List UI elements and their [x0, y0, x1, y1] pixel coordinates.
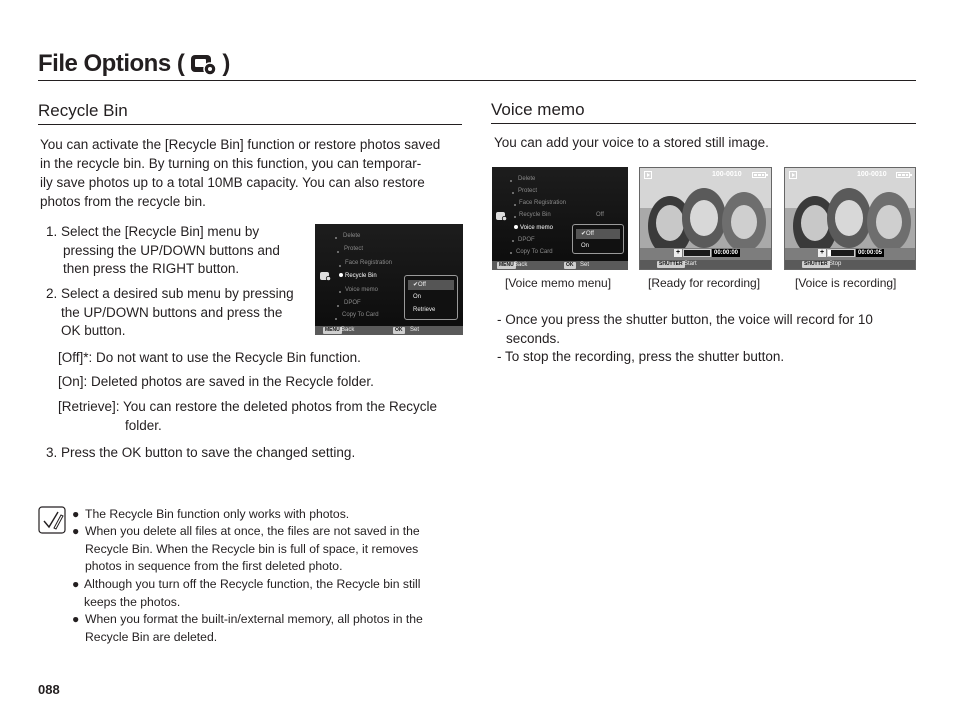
- back-label: Back: [341, 327, 355, 333]
- menu-item-voice-memo: Voice memo: [345, 287, 379, 293]
- menu-item-recycle-bin: Recycle Bin: [339, 273, 377, 279]
- bullet-icon: ●: [72, 612, 80, 626]
- play-mode-icon: [644, 171, 652, 179]
- shutter-key-icon: SHUTTER: [804, 261, 828, 267]
- voice-memo-divider: [491, 123, 916, 124]
- recycle-bin-intro: You can activate the [Recycle Bin] function or restore photos saved in the recycle bin. By turning on this function, you can temporar- ily save photos up to a total 10MB capacity. You can also restore photos from the recycle bin.: [40, 137, 441, 209]
- recycle-bin-value: Off: [596, 212, 604, 218]
- start-label: Start: [684, 261, 697, 267]
- page-title-close: ): [222, 50, 230, 77]
- file-number: 100-0010: [712, 171, 742, 178]
- menu-key-icon: MENU: [499, 262, 514, 268]
- screen-bottom-bar: [785, 260, 915, 269]
- note-4: When you format the built-in/external memory, all photos in the Recycle Bin are deleted.: [85, 612, 423, 644]
- screen-bottom-bar: [315, 326, 463, 335]
- note-2: When you delete all files at once, the files are not saved in the Recycle Bin. When the Recycle bin is full of space, it removes photos in sequence from the first deleted photo.: [85, 524, 420, 573]
- menu-item-copy-to-card: Copy To Card: [516, 249, 553, 255]
- file-number: 100-0010: [857, 171, 887, 178]
- stop-label: Stop: [829, 261, 842, 267]
- voice-memo-heading: Voice memo: [491, 100, 585, 119]
- menu-item-protect: Protect: [344, 246, 364, 252]
- microphone-icon: +: [675, 249, 681, 256]
- recording-time: 00:00:05: [858, 250, 883, 256]
- voice-memo-intro: You can add your voice to a stored still image.: [494, 135, 769, 150]
- submenu-option-retrieve: Retrieve: [413, 307, 436, 313]
- voice-note-2: - To stop the recording, press the shutter button.: [497, 349, 785, 364]
- file-options-menu-icon: [496, 212, 507, 221]
- menu-item-dpof: DPOF: [518, 237, 535, 243]
- page-title: [38, 50, 230, 78]
- selected-dot-icon: [339, 273, 343, 277]
- submenu-option-on: On: [413, 294, 422, 300]
- menu-item-dpof: DPOF: [344, 300, 361, 306]
- bullet-icon: ●: [72, 507, 80, 521]
- ready-for-recording-screen: [639, 167, 772, 270]
- submenu-option-off: ✔Off: [408, 280, 454, 290]
- recording-time: 00:00:00: [714, 250, 739, 256]
- screen-bottom-bar: [492, 261, 628, 270]
- menu-key-icon: MENU: [325, 327, 340, 333]
- file-options-menu-icon: [320, 272, 331, 281]
- menu-item-copy-to-card: Copy To Card: [342, 312, 379, 318]
- step-2: 2. Select a desired sub menu by pressing the UP/DOWN buttons and press the OK button.: [46, 286, 294, 338]
- menu-item-voice-memo: Voice memo: [514, 225, 553, 231]
- recycle-bin-divider: [38, 124, 462, 125]
- submenu-option-off: ✔Off: [576, 229, 620, 239]
- menu-item-recycle-bin: Recycle Bin: [519, 212, 551, 218]
- note-1: The Recycle Bin function only works with photos.: [85, 507, 350, 521]
- submenu-option-on: On: [581, 243, 590, 249]
- selected-dot-icon: [514, 225, 518, 229]
- option-off-desc: [Off]*: Do not want to use the Recycle Bin function.: [58, 350, 361, 365]
- option-on-desc: [On]: Deleted photos are saved in the Recycle folder.: [58, 374, 374, 389]
- bullet-icon: ●: [72, 524, 80, 538]
- voice-is-recording-screen: [784, 167, 916, 270]
- set-label: Set: [410, 327, 420, 333]
- back-label: Back: [514, 262, 528, 268]
- recycle-bin-heading: Recycle Bin: [38, 101, 128, 120]
- check-icon: ✔: [581, 231, 587, 237]
- menu-item-face-registration: Face Registration: [519, 200, 567, 206]
- microphone-icon: +: [819, 249, 825, 256]
- set-label: Set: [580, 262, 590, 268]
- menu-item-protect: Protect: [518, 188, 538, 194]
- play-mode-icon: [789, 171, 797, 179]
- note-pencil-icon: [38, 506, 66, 534]
- page-title-text: File Options (: [38, 50, 185, 77]
- voice-memo-submenu: [572, 224, 624, 254]
- ok-key-icon: OK: [395, 327, 403, 333]
- menu-item-delete: Delete: [518, 176, 536, 182]
- caption-ready-for-recording: [Ready for recording]: [648, 276, 761, 290]
- recording-progress-bar: [827, 249, 855, 257]
- recording-progress-bar: [683, 249, 711, 257]
- voice-note-1: - Once you press the shutter button, the voice will record for 10 seconds.: [497, 312, 873, 346]
- ok-key-icon: OK: [566, 262, 574, 268]
- step-1: 1. Select the [Recycle Bin] menu by pressing the UP/DOWN buttons and then press the RIGHT button.: [46, 224, 280, 276]
- bullet-icon: ●: [72, 577, 80, 591]
- caption-voice-is-recording: [Voice is recording]: [795, 276, 897, 290]
- menu-item-face-registration: Face Registration: [345, 260, 393, 266]
- page-number: 088: [38, 682, 60, 697]
- battery-icon: [896, 172, 912, 178]
- note-3: Although you turn off the Recycle function, the Recycle bin still keeps the photos.: [84, 577, 421, 609]
- screen-bottom-bar: [640, 260, 771, 269]
- caption-voice-memo-menu: [Voice memo menu]: [505, 276, 612, 290]
- title-divider: [38, 80, 916, 81]
- shutter-key-icon: SHUTTER: [659, 261, 683, 267]
- option-retrieve-desc: [Retrieve]: You can restore the deleted photos from the Recycle folder.: [58, 399, 437, 433]
- step-3: 3. Press the OK button to save the changed setting.: [46, 445, 356, 460]
- file-options-gear-icon: [189, 52, 217, 76]
- recycle-bin-submenu: [404, 275, 458, 320]
- check-icon: ✔: [413, 282, 419, 288]
- recycle-bin-menu-screen: [315, 224, 463, 335]
- menu-item-delete: Delete: [343, 233, 361, 239]
- voice-memo-menu-screen: [492, 167, 628, 270]
- battery-icon: [752, 172, 768, 178]
